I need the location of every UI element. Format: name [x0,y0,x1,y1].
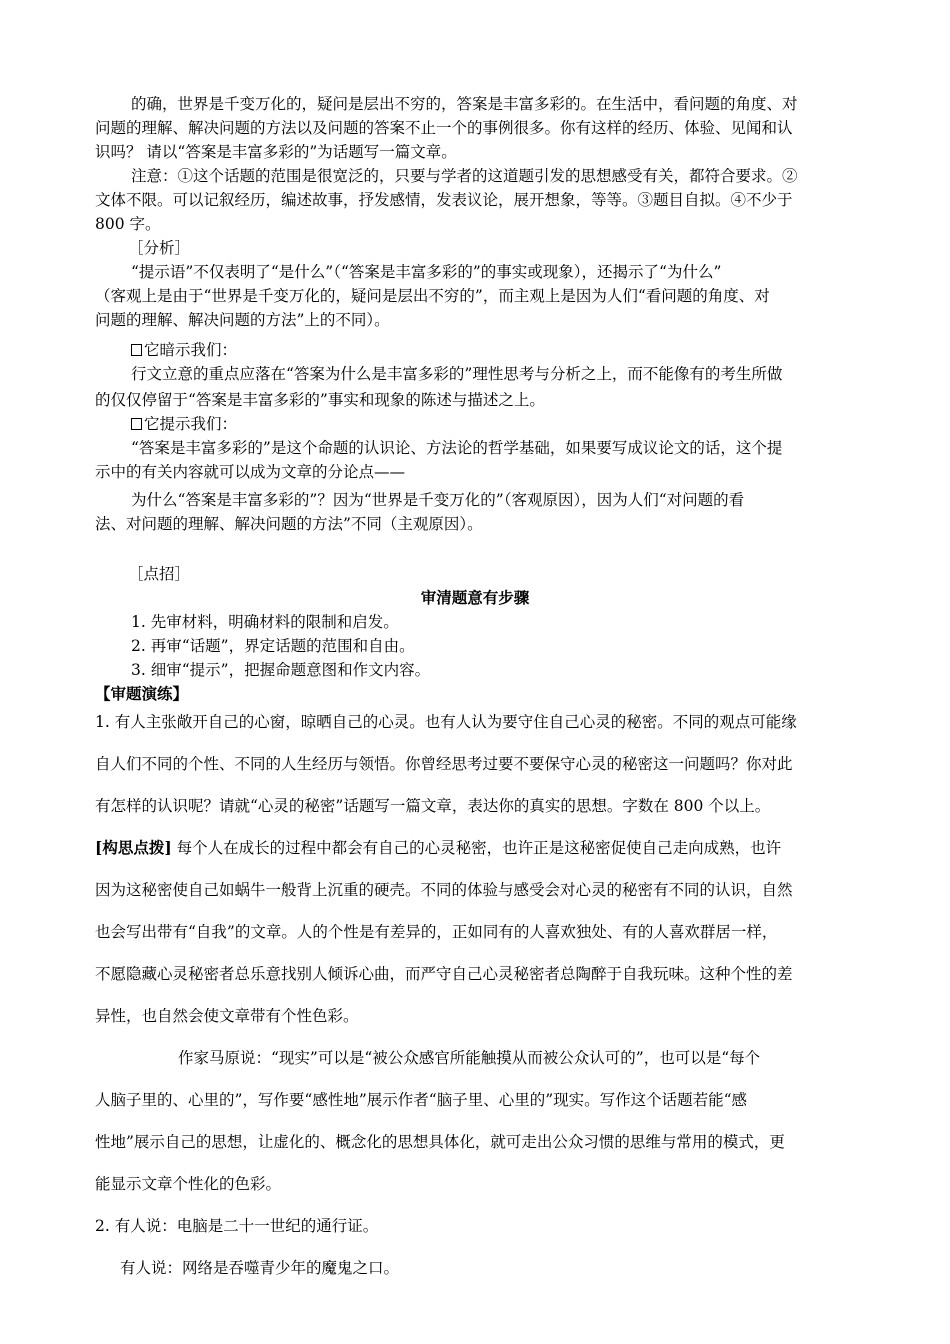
hint2-line-2: 示中的有关内容就可以成为文章的分论点—— [95,463,406,481]
idea-line-4: 不愿隐藏心灵秘密者总乐意找别人倾诉心曲，而严守自己心灵秘密者总陶醉于自我玩味。这种个性的差 [95,965,793,983]
tips-step-3: 3. 细审“提示”，把握命题意图和作文内容。 [131,661,431,679]
q2-line-2: 有人说：网络是吞噬青少年的魔鬼之口。 [120,1259,400,1277]
analysis-heading: ［分析］ [128,239,191,257]
idea-line-5: 异性，也自然会使文章带有个性色彩。 [95,1007,359,1025]
q1-line-1: 1. 有人主张敞开自己的心窗，晾晒自己的心灵。也有人认为要守住自己心灵的秘密。不同的观点可能缘 [95,713,797,731]
hint2-label: 它提示我们： [144,415,238,433]
hint1-line-1: 行文立意的重点应落在“答案为什么是丰富多彩的”理性思考与分析之上，而不能像有的考生所做 [131,365,783,383]
hint1-label: 它暗示我们： [144,341,238,359]
analysis-line-2: （客观上是由于“世界是千变万化的，疑问是层出不穷的”，而主观上是因为人们“看问题的角度、对 [95,287,770,305]
analysis-line-3: 问题的理解、解决问题的方法”上的不同）。 [95,311,390,329]
hint2-row [131,414,950,434]
practice-heading: 【审题演练】 [95,684,189,703]
idea-line-2: 因为这秘密使自己如蜗牛一般背上沉重的硬壳。不同的体验与感受会对心灵的秘密有不同的认识，自然 [95,881,793,899]
idea-line-3: 也会写出带有“自我”的文章。人的个性是有差异的，正如同有的人喜欢独处、有的人喜欢群居一样， [95,923,778,941]
hint2-line-3: 为什么“答案是丰富多彩的”？因为“世界是千变万化的”（客观原因），因为人们“对问题的看 [131,491,745,509]
tips-step-1: 1. 先审材料，明确材料的限制和启发。 [131,613,399,631]
intro-line-2: 问题的理解、解决问题的方法以及问题的答案不止一个的事例很多。你有这样的经历、体验、见闻和认 [95,119,793,137]
checkbox-icon [131,344,142,356]
tips-step-2: 2. 再审“话题”，界定话题的范围和自由。 [131,637,415,655]
q1-line-2: 自人们不同的个性、不同的人生经历与领悟。你曾经思考过要不要保守心灵的秘密这一问题吗？你对此 [95,755,793,773]
intro-line-1: 的确，世界是千变万化的，疑问是层出不穷的，答案是丰富多彩的。在生活中，看问题的角度、对 [131,95,798,113]
intro-line-3: 识吗？ 请以“答案是丰富多彩的”为话题写一篇文章。 [95,143,457,161]
quote-line-3: 性地”展示自己的思想，让虚化的、概念化的思想具体化，就可走出公众习惯的思维与常用的模式，更 [95,1133,785,1151]
tips-title: 审清题意有步骤 [420,588,530,607]
quote-line-2: 人脑子里的、心里的”，写作要“感性地”展示作者“脑子里、心里的”现实。写作这个话题若能“感 [95,1091,748,1109]
hint2-line-4: 法、对问题的理解、解决问题的方法”不同（主观原因）。 [95,515,483,533]
intro-note-line-1: 注意：①这个话题的范围是很宽泛的，只要与学者的这道题引发的思想感受有关，都符合要求。② [131,167,798,185]
q1-line-3: 有怎样的认识呢？请就“心灵的秘密”话题写一篇文章，表达你的真实的思想。字数在 800 个以上。 [95,797,771,815]
checkbox-icon [131,418,142,430]
hint2-line-1: “答案是丰富多彩的”是这个命题的认识论、方法论的哲学基础，如果要写成议论文的话，这个提 [131,439,783,457]
tips-heading: ［点招］ [128,565,191,583]
idea-line-1 [95,838,855,858]
analysis-line-1: “提示语”不仅表明了“是什么”（“答案是丰富多彩的”的事实或现象），还揭示了“为什么” [131,263,722,281]
idea-label: [构思点拨] [95,838,172,857]
intro-note-line-3: 800 字。 [95,215,161,233]
quote-line-1: 作家马原说：“现实”可以是“被公众感官所能触摸从而被公众认可的”，也可以是“每个 [178,1049,761,1067]
q2-line-1: 2. 有人说：电脑是二十一世纪的通行证。 [95,1217,379,1235]
hint1-line-2: 的仅仅停留于“答案是丰富多彩的”事实和现象的陈述与描述之上。 [95,391,545,409]
hint1-row [131,340,950,360]
idea-text-1: 每个人在成长的过程中都会有自己的心灵秘密，也许正是这秘密促使自己走向成熟，也许 [171,839,782,857]
quote-line-4: 能显示文章个性化的色彩。 [95,1175,282,1193]
intro-note-line-2: 文体不限。可以记叙经历，编述故事，抒发感情，发表议论，展开想象，等等。③题目自拟。④不少于 [95,191,793,209]
